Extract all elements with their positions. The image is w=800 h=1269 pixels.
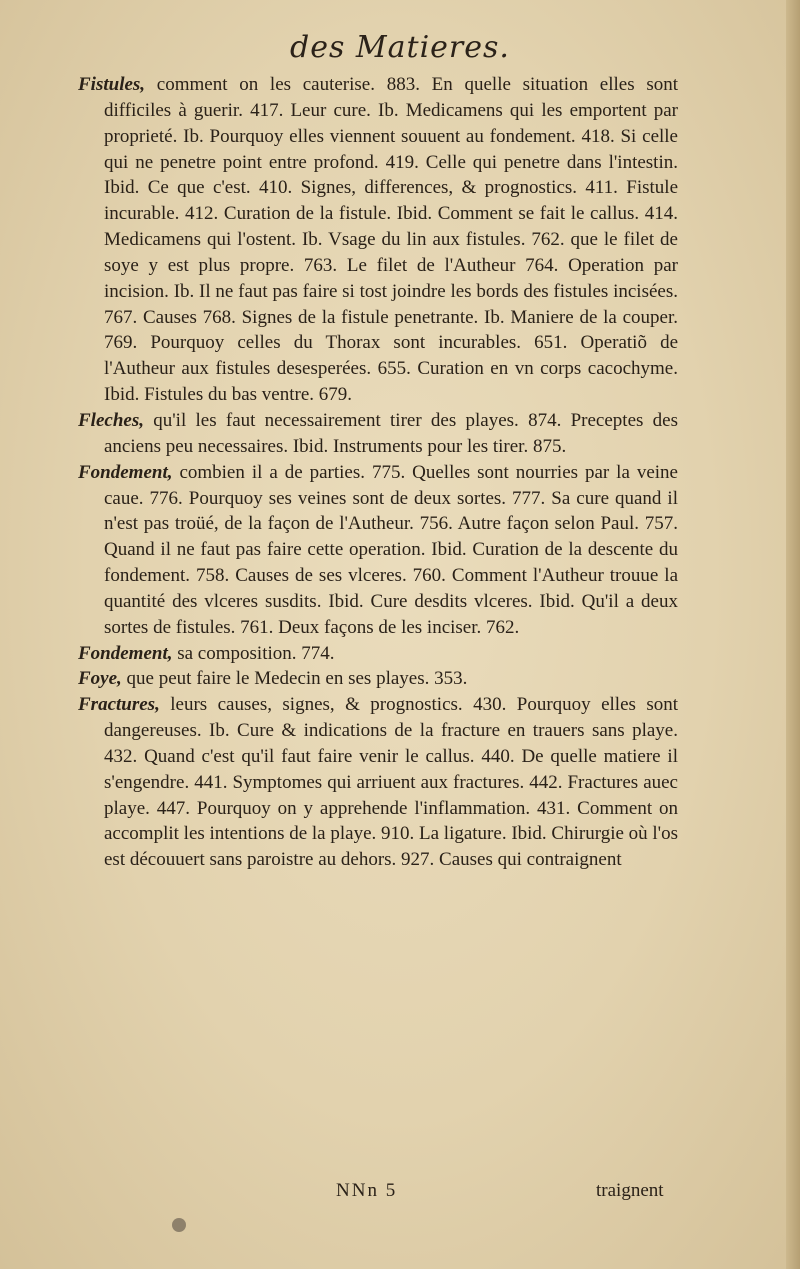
entry-headword: Foye, (78, 668, 122, 690)
index-body (78, 72, 678, 873)
catchword: traignent (596, 1180, 664, 1201)
page-edge-shadow (786, 0, 800, 1269)
entry-text: combien il a de parties. 775. Quelles sont nourries par la veine caue. 776. Pourquoy ses veines sont de deux sortes. 777. Sa cure quand il n'est pas troüé, de la façon de l'Autheur. 756. Autre façon selon Paul. 757. Quand il ne faut pas faire cette operation. Ibid. Curation de la descente du fondement. 758. Causes de ses vlceres. 760. Comment l'Autheur trouue la quantité des vlceres susdits. Ibid. Cure desdits vlceres. Ibid. Qu'il a deux sortes de fistules. 761. Deux façons de les inciser. 762. (104, 461, 678, 638)
running-head: des Matieres. (290, 30, 510, 65)
entry-headword: Fistules, (78, 74, 146, 95)
index-entry-foye (78, 666, 678, 692)
signature-mark: NNn 5 (336, 1180, 398, 1201)
entry-headword: Fondement, (78, 461, 173, 483)
entry-text: que peut faire le Medecin en ses playes. 353. (126, 668, 468, 690)
index-entry-fondement-composition (78, 641, 678, 667)
entry-headword: Fleches, (78, 409, 144, 431)
entry-text: qu'il les faut necessairement tirer des playes. 874. Preceptes des anciens peu necessaires. Ibid. Instruments pour les tirer. 875. (104, 409, 678, 457)
entry-text: sa composition. 774. (177, 642, 335, 664)
index-entry-fractures (78, 692, 678, 873)
index-entry-fistules (78, 72, 678, 408)
index-entry-fondement (78, 460, 678, 641)
page-footer (0, 1180, 800, 1210)
ink-blot (172, 1218, 186, 1232)
entry-headword: Fractures, (78, 694, 160, 716)
entry-text: leurs causes, signes, & prognostics. 430. Pourquoy elles sont dangereuses. Ib. Cure & indications de la fracture en trauers sans playe. 432. Quand c'est qu'il faut faire venir le callus. 440. De quelle matiere il s'engendre. 441. Symptomes qui arriuent aux fractures. 442. Fractures auec playe. 447. Pourquoy on y apprehende l'inflammation. 431. Comment on accomplit les intentions de la playe. 910. La ligature. Ibid. Chirurgie où l'os est découuert sans paroistre au dehors. 927. Causes qui contraignent (104, 694, 679, 871)
index-entry-fleches (78, 408, 678, 460)
entry-text: comment on les cauterise. 883. En quelle situation elles sont difficiles à guerir. 417. Leur cure. Ib. Medicamens qui les emportent par proprieté. Ib. Pourquoy elles viennent souuent au fondement. 418. Si celle qui ne penetre point entre profond. 419. Celle qui penetre dans l'intestin. Ibid. Ce que c'est. 410. Signes, differences, & prognostics. 411. Fistule incurable. 412. Curation de la fistule. Ibid. Comment se fait le callus. 414. Medicamens qui l'ostent. Ib. Vsage du lin aux fistules. 762. que le filet de soye y est plus propre. 763. Le filet de l'Autheur 764. Operation par incision. Ib. Il ne faut pas faire si tost joindre les bords des fistules incisées. 767. Causes 768. Signes de la fistule penetrante. Ib. Maniere de la couper. 769. Pourquoy celles du Thorax sont incurables. 651. Operatiõ de l'Autheur aux fistules desesperées. 655. Curation en vn corps cacochyme. Ibid. Fistules du bas ventre. 679. (104, 74, 678, 406)
entry-headword: Fondement, (78, 642, 173, 664)
